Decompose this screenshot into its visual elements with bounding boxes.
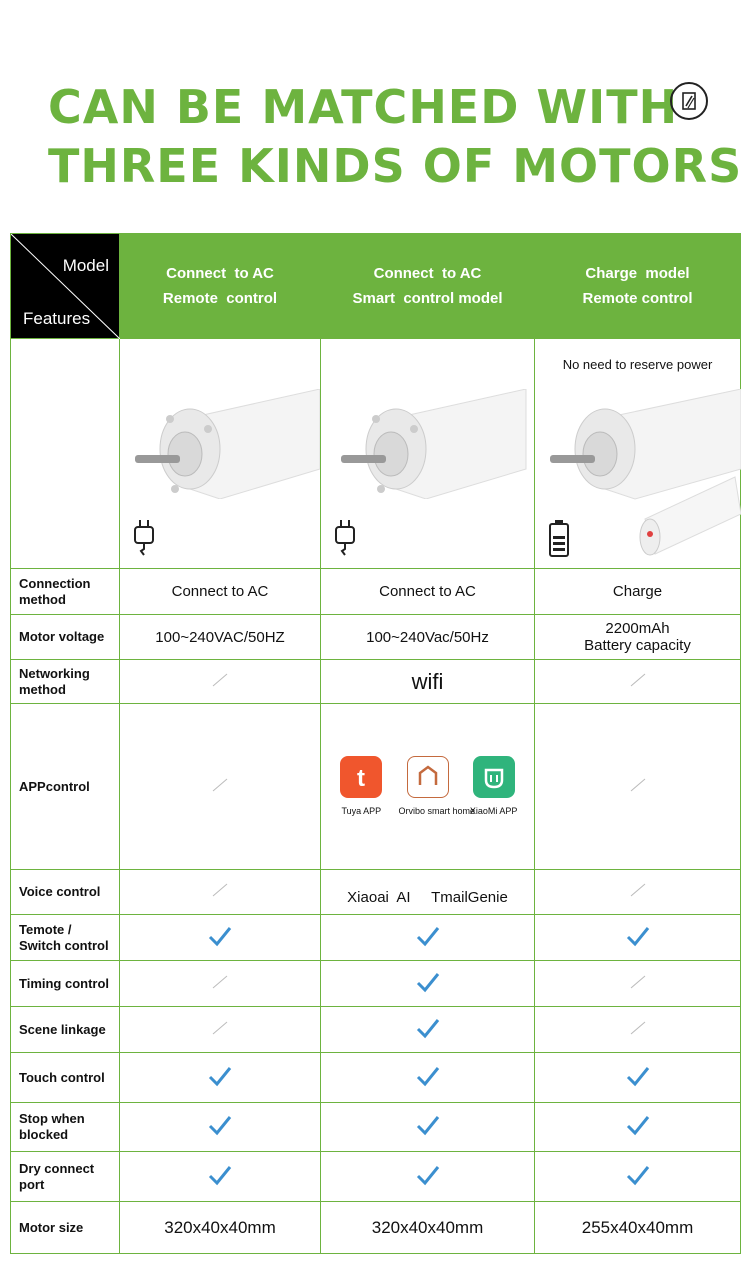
table-row <box>11 569 741 615</box>
not-supported-icon <box>120 870 321 915</box>
motor-image-cell <box>535 339 741 569</box>
table-row <box>11 870 741 915</box>
image-row <box>11 339 741 569</box>
feature-label-text: Touch control <box>19 1069 105 1085</box>
title-line-1: CAN BE MATCHED WITH <box>48 80 679 134</box>
table-row <box>11 915 741 961</box>
table-row <box>11 660 741 704</box>
battery-icon <box>547 519 571 557</box>
cell-value-line: Battery capacity <box>584 637 691 654</box>
column-header-line: Smart control model <box>352 290 503 307</box>
plug-icon <box>333 519 357 557</box>
cell-value: Charge <box>535 569 741 615</box>
check-icon <box>321 1007 535 1053</box>
cell-value: Connect to AC <box>120 569 321 615</box>
feature-label-text: Voice control <box>19 884 101 899</box>
title-line-2: THREE KINDS OF MOTORS <box>48 139 743 193</box>
app-item <box>398 756 476 816</box>
motor-image-cell <box>120 339 321 569</box>
tubular-motor-image <box>331 389 531 499</box>
feature-label-text: Stop when blocked <box>19 1111 85 1142</box>
orvibo-app-icon <box>407 756 449 798</box>
feature-label-text: Motor size <box>19 1219 84 1235</box>
column-header-line: Connect to AC <box>373 265 482 282</box>
xiaomi-app-icon <box>473 756 515 798</box>
not-supported-icon <box>535 961 741 1007</box>
features-label: Features <box>23 309 91 328</box>
cell-value: 255x40x40mm <box>535 1202 741 1254</box>
tubular-motor-image <box>130 389 320 499</box>
check-icon <box>535 915 741 961</box>
check-icon <box>321 1103 535 1152</box>
cell-value: wifi <box>321 660 535 704</box>
app-item <box>465 756 523 816</box>
feature-label-text: Motor voltage <box>19 629 105 644</box>
cell-value: 320x40x40mm <box>120 1202 321 1254</box>
feature-label <box>11 1053 120 1103</box>
not-supported-icon <box>120 961 321 1007</box>
column-header-charge <box>535 234 741 339</box>
check-icon <box>321 915 535 961</box>
feature-label <box>11 915 120 961</box>
feature-label-text: Connection method <box>19 575 91 607</box>
feature-label-text: APPcontrol <box>19 778 90 794</box>
table-row <box>11 1053 741 1103</box>
table-row <box>11 1007 741 1053</box>
app-list <box>321 704 535 870</box>
brand-logo-icon <box>670 82 708 120</box>
motor-image-cell <box>321 339 535 569</box>
app-item <box>332 756 390 816</box>
column-header-ac-remote <box>120 234 321 339</box>
cell-value-line: 2200mAh <box>605 620 670 637</box>
cell-value: 100~240Vac/50Hz <box>321 615 535 660</box>
model-label: Model <box>62 256 109 275</box>
column-header-line: Remote control <box>162 290 278 307</box>
not-supported-icon <box>120 660 321 704</box>
check-icon <box>535 1103 741 1152</box>
feature-label <box>11 1202 120 1254</box>
table-row <box>11 961 741 1007</box>
plug-icon <box>132 519 156 557</box>
check-icon <box>321 1152 535 1202</box>
tubular-motor-with-charger-image <box>545 389 741 559</box>
tuya-app-icon <box>340 756 382 798</box>
column-header-ac-smart <box>321 234 535 339</box>
table-row <box>11 1152 741 1202</box>
page-title <box>48 78 743 196</box>
feature-label <box>11 1152 120 1202</box>
table-row <box>11 704 741 870</box>
image-row-label <box>11 339 120 569</box>
feature-label <box>11 870 120 915</box>
cell-value <box>321 870 535 915</box>
app-label: XiaoMi APP <box>469 805 518 816</box>
not-supported-icon <box>535 1007 741 1053</box>
not-supported-icon <box>535 660 741 704</box>
cell-value <box>535 615 741 660</box>
feature-label <box>11 961 120 1007</box>
feature-label <box>11 615 120 660</box>
no-power-note: No need to reserve power <box>562 357 713 372</box>
check-icon <box>120 1103 321 1152</box>
check-icon <box>535 1152 741 1202</box>
comparison-table <box>10 233 741 1254</box>
check-icon <box>321 1053 535 1103</box>
feature-label-text: Networking method <box>19 665 90 697</box>
voice-assistants: Xiaoai AI TmailGenie <box>347 888 508 906</box>
check-icon <box>120 1152 321 1202</box>
feature-label <box>11 1007 120 1053</box>
not-supported-icon <box>535 870 741 915</box>
check-icon <box>120 1053 321 1103</box>
not-supported-icon <box>535 704 741 870</box>
cell-value: 100~240VAC/50HZ <box>120 615 321 660</box>
cell-value: Connect to AC <box>321 569 535 615</box>
app-label: Orvibo smart home <box>398 805 476 816</box>
column-header-line: Charge model <box>585 265 690 282</box>
svg-text:t: t <box>357 764 366 792</box>
feature-label-text: Timing control <box>19 975 110 991</box>
table-row <box>11 615 741 660</box>
feature-label-text: Dry connect port <box>19 1160 95 1192</box>
table-row <box>11 1103 741 1152</box>
corner-cell <box>11 234 120 339</box>
feature-label <box>11 704 120 870</box>
cell-value: 320x40x40mm <box>321 1202 535 1254</box>
header-row <box>11 234 741 339</box>
check-icon <box>120 915 321 961</box>
not-supported-icon <box>120 1007 321 1053</box>
not-supported-icon <box>120 704 321 870</box>
feature-label <box>11 660 120 704</box>
table-row <box>11 1202 741 1254</box>
column-header-line: Remote control <box>582 290 693 307</box>
column-header-line: Connect to AC <box>166 265 274 282</box>
check-icon <box>321 961 535 1007</box>
feature-label <box>11 569 120 615</box>
app-label: Tuya APP <box>341 805 382 816</box>
feature-label-text: Scene linkage <box>19 1021 106 1037</box>
feature-label-text: Temote / Switch control <box>19 921 109 953</box>
feature-label <box>11 1103 120 1152</box>
check-icon <box>535 1053 741 1103</box>
